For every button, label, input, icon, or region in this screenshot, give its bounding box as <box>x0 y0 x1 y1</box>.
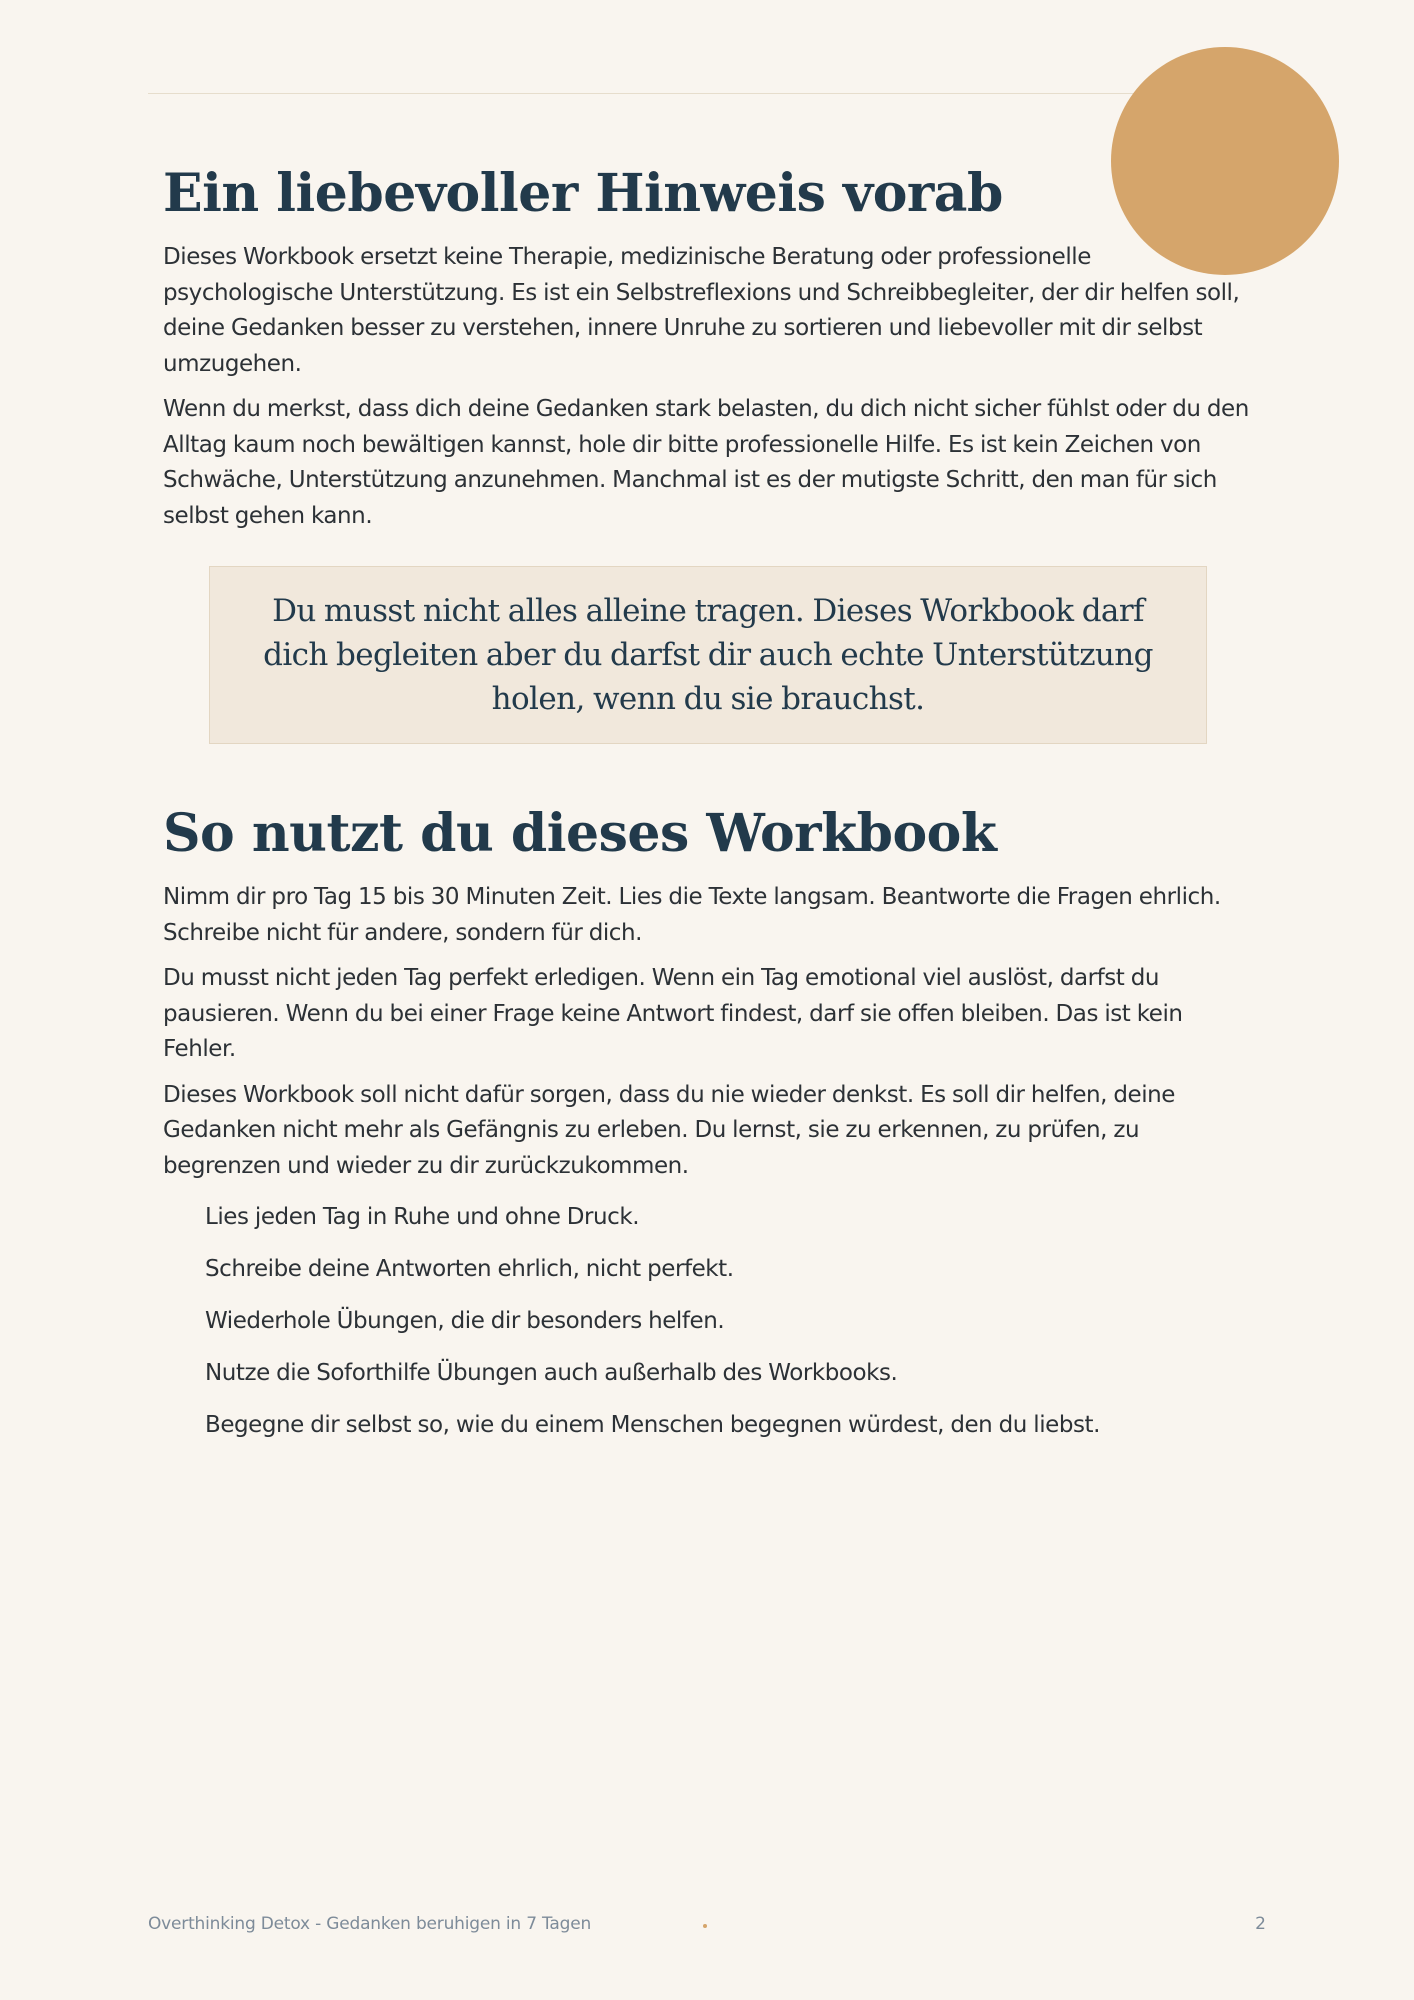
quote-box <box>209 566 1207 744</box>
page-number: 2 <box>1255 1914 1266 1934</box>
header-divider <box>148 93 1266 94</box>
usage-paragraph-3: Dieses Workbook soll nicht dafür sorgen, dass du nie wieder denkst. Es soll dir helfen, deine Gedanken nicht mehr als Gefängnis zu erleben. Du lernst, sie zu erkennen, zu prüfen, zu begrenzen und wieder zu dir zurückzukommen. <box>163 1081 1175 1179</box>
footer-title: Overthinking Detox - Gedanken beruhigen in 7 Tagen <box>148 1914 592 1934</box>
page-content <box>163 160 1259 1460</box>
list-item: Lies jeden Tag in Ruhe und ohne Druck. <box>205 1204 640 1230</box>
section-title-notice: Ein liebevoller Hinweis vorab <box>163 163 1003 224</box>
list-item: Begegne dir selbst so, wie du einem Menschen begegnen würdest, den du liebst. <box>205 1412 1100 1438</box>
section-title-usage: So nutzt du dieses Workbook <box>163 803 997 864</box>
list-item: Schreibe deine Antworten ehrlich, nicht perfekt. <box>205 1256 734 1282</box>
usage-paragraph-2: Du musst nicht jeden Tag perfekt erledigen. Wenn ein Tag emotional viel auslöst, darfst du pausieren. Wenn du bei einer Frage keine Antwort findest, darf sie offen bleiben. Das ist kein Fehler. <box>163 965 1183 1062</box>
notice-paragraph-1: Dieses Workbook ersetzt keine Therapie, medizinische Beratung oder professionelle psychologische Unterstützung. Es ist ein Selbstreflexions und Schreibbegleiter, der dir helfen soll, deine Gedanken besser zu verstehen, innere Unruhe zu sortieren und liebevoller mit dir selbst umzugehen. <box>163 244 1240 377</box>
quote-text: Du musst nicht alles alleine tragen. Dieses Workbook darf dich begleiten aber du darfst dir auch echte Unterstützung holen, wenn du sie brauchst. <box>263 593 1153 717</box>
tips-list <box>205 1200 1259 1444</box>
notice-paragraph-2: Wenn du merkst, dass dich deine Gedanken stark belasten, du dich nicht sicher fühlst oder du den Alltag kaum noch bewältigen kannst, hole dir bitte professionelle Hilfe. Es ist kein Zeichen von Schwäche, Unterstützung anzunehmen. Manchmal ist es der mutigste Schritt, den man für sich selbst gehen kann. <box>163 396 1249 529</box>
footer-dot <box>703 1924 707 1928</box>
list-item: Wiederhole Übungen, die dir besonders helfen. <box>205 1308 725 1334</box>
usage-paragraph-1: Nimm dir pro Tag 15 bis 30 Minuten Zeit. Lies die Texte langsam. Beantworte die Fragen ehrlich. Schreibe nicht für andere, sondern für dich. <box>163 884 1221 946</box>
list-item: Nutze die Soforthilfe Übungen auch außerhalb des Workbooks. <box>205 1360 898 1386</box>
